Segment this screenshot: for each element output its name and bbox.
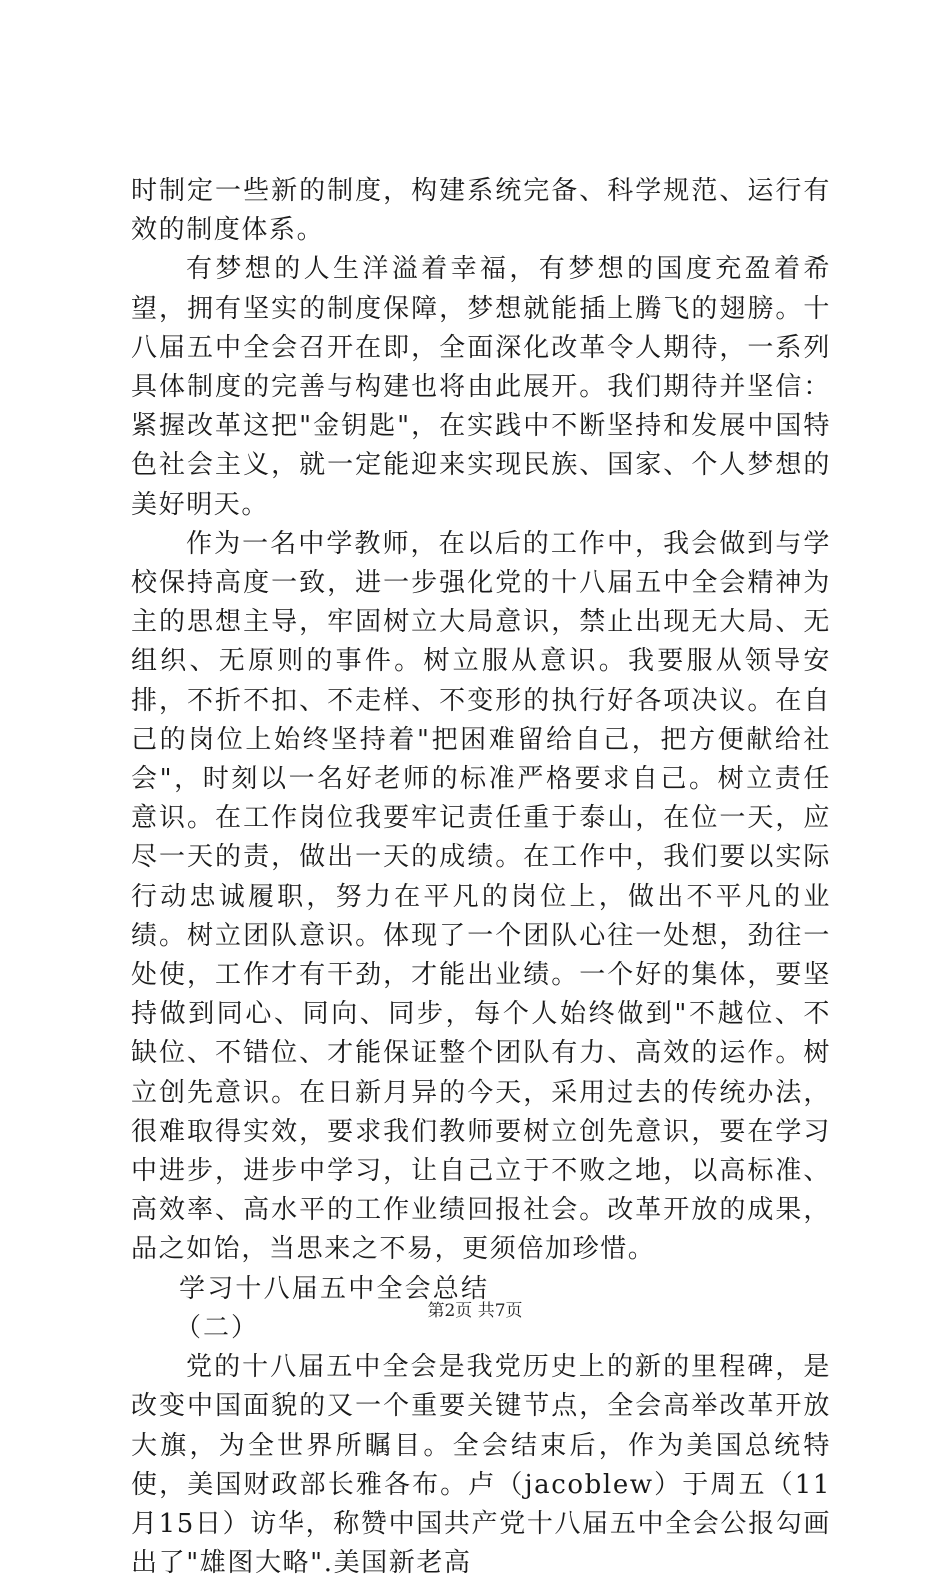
paragraph-teacher: 作为一名中学教师，在以后的工作中，我会做到与学校保持高度一致，进一步强化党的十八届五中全会精神为主的思想主导，牢固树立大局意识，禁止出现无大局、无组织、无原则的事件。树立服从意识。我要服从领导安排，不折不扣、不走样、不变形的执行好各项决议。在自己的岗位上始终坚持着"把困难留给自己，把方便献给社会"，时刻以一名好老师的标准严格要求自己。树立责任意识。在工作岗位我要牢记责任重于泰山，在位一天，应尽一天的责，做出一天的成绩。在工作中，我们要以实际行动忠诚履职，努力在平凡的岗位上，做出不平凡的业绩。树立团队意识。体现了一个团队心往一处想，劲往一处使，工作才有干劲，才能出业绩。一个好的集体，要坚持做到同心、同向、同步，每个人始终做到"不越位、不缺位、不错位、才能保证整个团队有力、高效的运作。树立创先意识。在日新月异的今天，采用过去的传统办法，很难取得实效，要求我们教师要树立创先意识，要在学习中进步，进步中学习，让自己立于不败之地，以高标准、高效率、高水平的工作业绩回报社会。改革开放的成果，品之如饴，当思来之不易，更须倍加珍惜。 (131, 528, 831, 1265)
document-body (131, 172, 831, 1583)
paragraph-continuation: 时制定一些新的制度，构建系统完备、科学规范、运行有效的制度体系。 (131, 176, 831, 246)
paragraph-plenum: 党的十八届五中全会是我党历史上的新的里程碑，是改变中国面貌的又一个重要关键节点，全会高举改革开放大旗，为全世界所瞩目。全会结束后，作为美国总统特使，美国财政部长雅各布。卢（jacoblew）于周五（11月15日）访华，称赞中国共产党十八届五中全会公报勾画出了"雄图大略".美国新老高 (131, 1352, 831, 1579)
section-title: 学习十八届五中全会总结 (179, 1273, 490, 1304)
paragraph-dream: 有梦想的人生洋溢着幸福，有梦想的国度充盈着希望，拥有坚实的制度保障，梦想就能插上腾飞的翅膀。十八届五中全会召开在即，全面深化改革令人期待，一系列具体制度的完善与构建也将由此展开。我们期待并坚信：紧握改革这把"金钥匙"，在实践中不断坚持和发展中国特色社会主义，就一定能迎来实现民族、国家、个人梦想的美好明天。 (131, 254, 831, 520)
page-number-footer: 第2页 共7页 (427, 1301, 523, 1321)
section-number: （二） (175, 1312, 260, 1343)
